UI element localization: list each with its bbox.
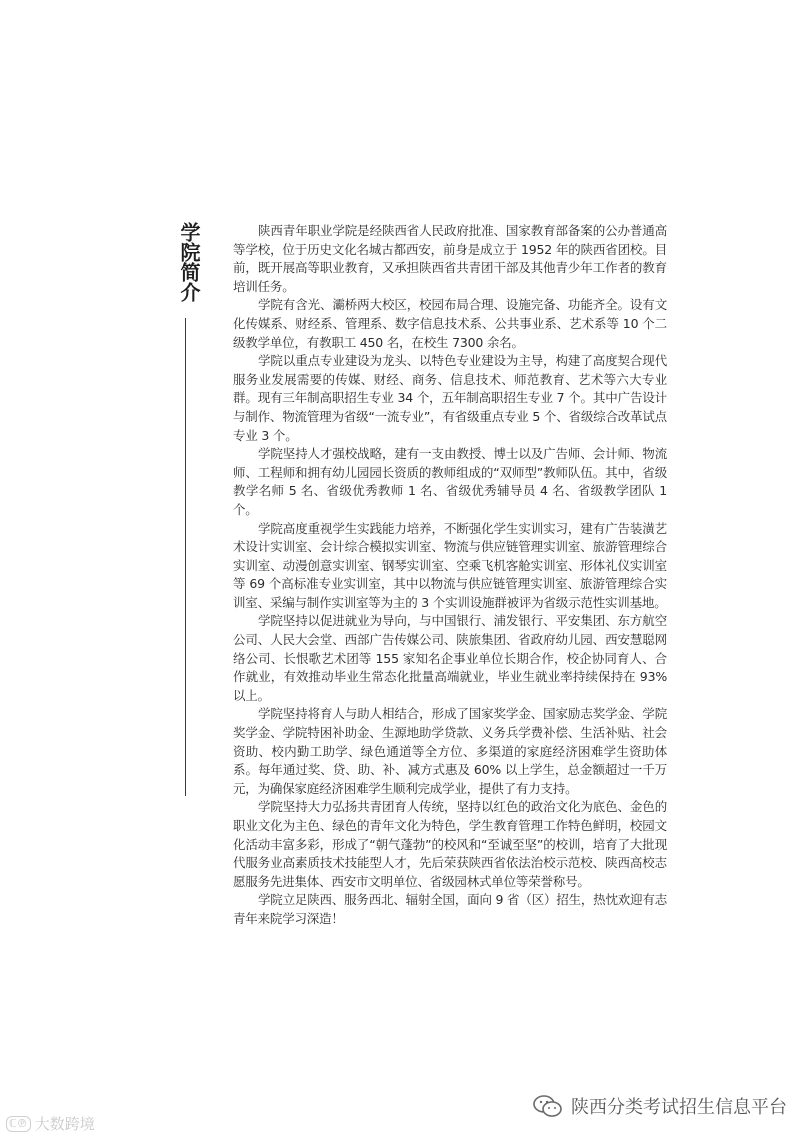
paragraph-employment: 学院坚持以促进就业为导向，与中国银行、浦发银行、平安集团、东方航空公司、人民大会堂、西部广告传媒公司、陕旅集团、省政府幼儿园、西安慧聪网络公司、长恨歌艺术团等 155 家知名企事业单位长期合作，校企协同育人、合作就业，有效推动毕业生常态化批量高端就业，毕业生就业率持续保持在 93% 以上。 bbox=[233, 613, 667, 703]
wechat-account-tag[interactable] bbox=[533, 1093, 787, 1119]
paragraph-culture: 学院坚持大力弘扬共青团育人传统，坚持以红色的政治文化为底色、金色的职业文化为主色、绿色的青年文化为特色，学生教育管理工作特色鲜明，校园文化活动丰富多彩，形成了“朝气蓬勃”的校风和“至诚至坚”的校训，培育了大批现代服务业高素质技术技能型人才，先后荣获陕西省依法治校示范校、陕西高校志愿服务先进集体、西安市文明单位、省级园林式单位等荣誉称号。 bbox=[233, 799, 667, 889]
section-title: 学院简介 bbox=[177, 222, 201, 302]
wechat-account-name: 陕西分类考试招生信息平台 bbox=[571, 1097, 787, 1118]
intro-body bbox=[233, 222, 667, 929]
paragraph-training: 学院高度重视学生实践能力培养，不断强化学生实训实习，建有广告装潢艺术设计实训室、会计综合模拟实训室、物流与供应链管理实训室、旅游管理综合实训室、动漫创意实训室、钢琴实训室、空乘飞机客舱实训室、形体礼仪实训室等 69 个高标准专业实训室，其中以物流与供应链管理实训室、旅游管理综合实训室、采编与制作实训室等为主的 3 个实训设施群被评为省级示范性实训基地。 bbox=[233, 520, 667, 610]
paragraph-campus: 学院有含光、灞桥两大校区，校园布局合理、设施完备、功能齐全。设有文化传媒系、财经系、管理系、数字信息技术系、公共事业系、艺术系等 10 个二级教学单位，有教职工 450 名，在校生 7300 余名。 bbox=[233, 297, 667, 350]
watermark-text: 大数跨境 bbox=[34, 1115, 95, 1133]
paragraph-financial-aid: 学院坚持将育人与助人相结合，形成了国家奖学金、国家励志奖学金、学院奖学金、学院特困补助金、生源地助学贷款、义务兵学费补偿、生活补贴、社会资助、校内勤工助学、绿色通道等全方位、多渠道的家庭经济困难学生资助体系。每年通过奖、贷、助、补、减方式惠及 60% 以上学生，总金额超过一千万元，为确保家庭经济困难学生顺利完成学业，提供了有力支持。 bbox=[233, 706, 667, 796]
watermark bbox=[6, 1113, 95, 1134]
paragraph-welcome: 学院立足陕西、服务西北、辐射全国，面向 9 省（区）招生，热忱欢迎有志青年来院学习深造！ bbox=[233, 892, 667, 926]
paragraph-majors: 学院以重点专业建设为龙头、以特色专业建设为主导，构建了高度契合现代服务业发展需要的传媒、财经、商务、信息技术、师范教育、艺术等六大专业群。现有三年制高职招生专业 34 个，五年制高职招生专业 7 个。其中广告设计与制作、物流管理为省级“一流专业”，有省级重点专业 5 个、省级综合改革试点专业 3 个。 bbox=[233, 353, 667, 443]
paragraph-intro: 陕西青年职业学院是经陕西省人民政府批准、国家教育部备案的公办普通高等学校，位于历史文化名城古都西安，前身是成立于 1952 年的陕西省团校。目前，既开展高等职业教育，又承担陕西省共青团干部及其他青少年工作者的教育培训任务。 bbox=[233, 223, 667, 294]
vertical-divider bbox=[185, 318, 186, 796]
paragraph-faculty: 学院坚持人才强校战略，建有一支由教授、博士以及广告师、会计师、物流师、工程师和拥有幼儿园园长资质的教师组成的“双师型”教师队伍。其中，省级教学名师 5 名、省级优秀教师 1 名、省级优秀辅导员 4 名、省级教学团队 1 个。 bbox=[233, 446, 667, 517]
wechat-icon bbox=[533, 1094, 563, 1118]
watermark-logo: ℂ℗ bbox=[6, 1116, 31, 1132]
